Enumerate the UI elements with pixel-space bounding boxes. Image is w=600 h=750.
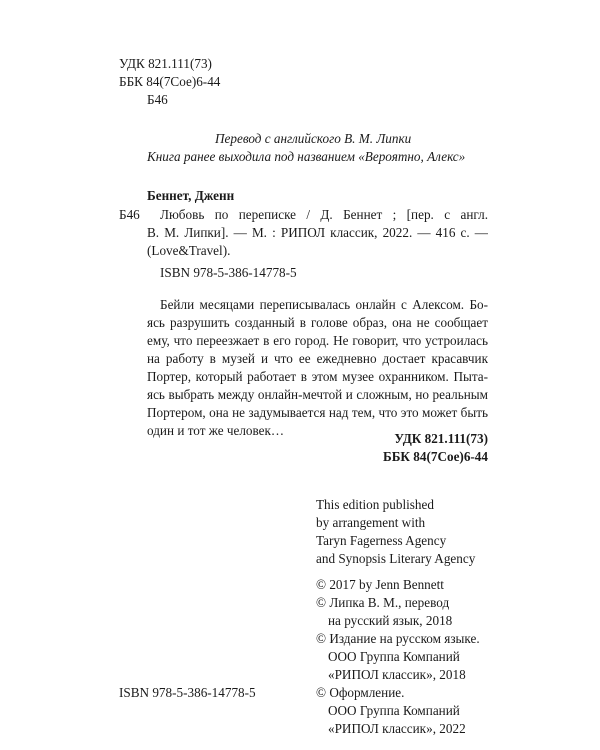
- annotation-line: один и тот же человек…: [147, 423, 285, 438]
- copyright-line: ООО Группа Компаний: [328, 703, 460, 718]
- bibliographic-entry-cont: [147, 224, 488, 260]
- bibliographic-entry: [160, 206, 488, 224]
- annotation-line: Портером, она не задумывается над тем, что это может быть: [147, 405, 488, 420]
- entry-line-1: Любовь по переписке / Д. Беннет ; [пер. с англ.: [160, 207, 488, 222]
- author-mark: Б46: [119, 207, 140, 222]
- copyright-line: ООО Группа Компаний: [328, 649, 460, 664]
- annotation: [147, 296, 488, 440]
- copyright-line: на русский язык, 2018: [328, 613, 453, 628]
- isbn-bottom: ISBN 978-5-386-14778-5: [119, 685, 256, 700]
- isbn-entry: ISBN 978-5-386-14778-5: [160, 265, 297, 280]
- edition-line: This edition published: [316, 497, 434, 512]
- copyright-line: © 2017 by Jenn Bennett: [316, 577, 444, 592]
- entry-line-3: (Love&Travel).: [147, 243, 231, 258]
- annotation-line: ему, что переезжает в его город. Не говорит, что устроилась: [147, 333, 488, 348]
- edition-line: by arrangement with: [316, 515, 426, 530]
- annotation-line: ясь разрушить созданный в голове образ, она не сообщает: [147, 315, 488, 330]
- annotation-line: на работу в музей и что ее ежедневно достает красавчик: [147, 351, 488, 366]
- copyright-notice: [316, 576, 516, 738]
- udk-code-top: УДК 821.111(73): [119, 56, 212, 71]
- annotation-line: Бейли месяцами переписывалась онлайн с Алексом. Бо-: [160, 297, 488, 312]
- previous-title-note: Книга ранее выходила под названием «Вероятно, Алекс»: [147, 149, 466, 164]
- entry-line-2: В. М. Липки]. — М. : РИПОЛ классик, 2022. — 416 с. —: [147, 225, 488, 240]
- copyright-line: © Липка В. М., перевод: [316, 595, 450, 610]
- udk-code-bottom: УДК 821.111(73): [394, 431, 488, 446]
- copyright-line: «РИПОЛ классик», 2022: [328, 721, 466, 736]
- copyright-line: «РИПОЛ классик», 2018: [328, 667, 466, 682]
- translator-note: Перевод с английского В. М. Липки: [215, 131, 412, 146]
- edition-notice: [316, 496, 516, 568]
- author-mark-top: Б46: [147, 92, 168, 107]
- bbk-code-top: ББК 84(7Сое)6-44: [119, 74, 221, 89]
- annotation-line: ясь выбрать между онлайн-мечтой и сложным, но реальным: [147, 387, 488, 402]
- author-heading: Беннет, Дженн: [147, 188, 235, 203]
- copyright-line: © Издание на русском языке.: [316, 631, 480, 646]
- edition-line: Taryn Fagerness Agency: [316, 533, 447, 548]
- bbk-code-bottom: ББК 84(7Сое)6-44: [382, 449, 488, 464]
- edition-line: and Synopsis Literary Agency: [316, 551, 476, 566]
- classification-bottom: [300, 430, 488, 466]
- annotation-line: Портер, который работает в этом музее охранником. Пыта-: [147, 369, 488, 384]
- copyright-line: © Оформление.: [316, 685, 405, 700]
